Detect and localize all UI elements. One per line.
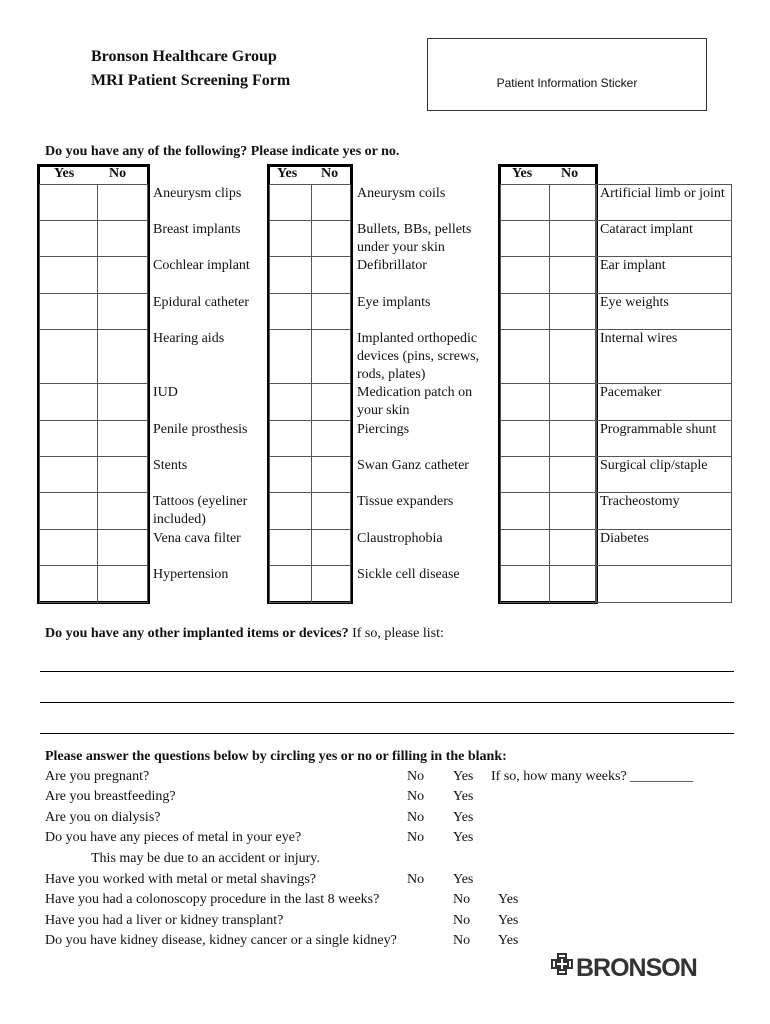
answer-yes[interactable]: Yes	[498, 892, 519, 907]
item-label-cell	[596, 565, 732, 603]
yes-checkbox[interactable]	[39, 456, 98, 493]
checklist-item: Surgical clip/staple	[600, 458, 708, 473]
checklist-item: Stents	[153, 458, 188, 473]
no-checkbox[interactable]	[97, 565, 148, 603]
yes-checkbox[interactable]	[269, 420, 312, 457]
form-title: MRI Patient Screening Form	[91, 72, 291, 89]
no-checkbox[interactable]	[97, 184, 148, 221]
no-checkbox[interactable]	[549, 565, 596, 603]
question-text: Do you have kidney disease, kidney cancer or a single kidney?	[45, 933, 397, 948]
no-checkbox[interactable]	[97, 329, 148, 384]
yes-checkbox[interactable]	[39, 329, 98, 384]
answer-yes[interactable]: Yes	[453, 830, 474, 845]
no-checkbox[interactable]	[311, 383, 351, 421]
no-checkbox[interactable]	[549, 383, 596, 421]
yes-checkbox[interactable]	[269, 293, 312, 330]
no-checkbox[interactable]	[97, 529, 148, 566]
checklist-item: Penile prosthesis	[153, 422, 248, 437]
checklist-item: Hearing aids	[153, 331, 225, 346]
no-checkbox[interactable]	[549, 256, 596, 294]
answer-yes[interactable]: Yes	[498, 933, 519, 948]
no-checkbox[interactable]	[549, 492, 596, 530]
no-checkbox[interactable]	[97, 220, 148, 257]
no-checkbox[interactable]	[311, 293, 351, 330]
checklist-item: Defibrillator	[357, 258, 427, 273]
answer-no[interactable]: No	[453, 933, 471, 948]
yes-column-header: Yes	[54, 166, 75, 181]
yes-checkbox[interactable]	[269, 329, 312, 384]
yes-checkbox[interactable]	[500, 565, 550, 603]
answer-yes[interactable]: Yes	[453, 810, 474, 825]
checklist-item: Sickle cell disease	[357, 567, 460, 582]
no-checkbox[interactable]	[549, 220, 596, 257]
answer-yes[interactable]: Yes	[498, 913, 519, 928]
checklist-item: Piercings	[357, 422, 410, 437]
yes-checkbox[interactable]	[39, 293, 98, 330]
no-checkbox[interactable]	[311, 220, 351, 257]
checklist-item: Eye weights	[600, 295, 669, 310]
checklist-item: Swan Ganz catheter	[357, 458, 469, 473]
no-checkbox[interactable]	[549, 420, 596, 457]
yes-checkbox[interactable]	[269, 492, 312, 530]
bronson-logo	[546, 948, 726, 984]
yes-column-header: Yes	[512, 166, 533, 181]
question-text: Are you on dialysis?	[45, 810, 161, 825]
yes-checkbox[interactable]	[500, 220, 550, 257]
other-implants-prompt	[45, 626, 444, 642]
yes-column-header: Yes	[277, 166, 298, 181]
no-checkbox[interactable]	[311, 420, 351, 457]
no-checkbox[interactable]	[549, 184, 596, 221]
answer-no[interactable]: No	[407, 830, 425, 845]
checklist-item: Vena cava filter	[153, 531, 241, 546]
question-text: Have you had a colonoscopy procedure in the last 8 weeks?	[45, 892, 380, 907]
no-column-header: No	[321, 166, 339, 181]
checklist-item: Artificial limb or joint	[600, 186, 725, 201]
no-checkbox[interactable]	[97, 420, 148, 457]
yes-checkbox[interactable]	[269, 220, 312, 257]
yes-checkbox[interactable]	[39, 383, 98, 421]
logo-text: BRONSON	[576, 954, 697, 982]
sticker-label: Patient Information Sticker	[496, 76, 638, 90]
no-checkbox[interactable]	[549, 329, 596, 384]
yes-checkbox[interactable]	[500, 383, 550, 421]
no-checkbox[interactable]	[97, 492, 148, 530]
answer-yes[interactable]: Yes	[453, 769, 474, 784]
yes-checkbox[interactable]	[39, 256, 98, 294]
yes-checkbox[interactable]	[39, 220, 98, 257]
checklist-item: Aneurysm clips	[153, 186, 242, 201]
patient-sticker-area	[427, 38, 707, 111]
yes-checkbox[interactable]	[269, 565, 312, 603]
no-checkbox[interactable]	[311, 492, 351, 530]
yes-checkbox[interactable]	[500, 329, 550, 384]
question-text: Have you had a liver or kidney transplant?	[45, 913, 284, 928]
no-checkbox[interactable]	[311, 456, 351, 493]
yes-checkbox[interactable]	[39, 565, 98, 603]
yes-checkbox[interactable]	[500, 420, 550, 457]
question-note: This may be due to an accident or injury.	[91, 851, 320, 866]
yes-checkbox[interactable]	[269, 184, 312, 221]
checklist-item: Internal wires	[600, 331, 678, 346]
checklist-item: Programmable shunt	[600, 422, 717, 437]
no-checkbox[interactable]	[97, 293, 148, 330]
answer-yes[interactable]: Yes	[453, 789, 474, 804]
answer-no[interactable]: No	[407, 810, 425, 825]
checklist-item: Tissue expanders	[357, 494, 454, 509]
yes-checkbox[interactable]	[39, 420, 98, 457]
yes-checkbox[interactable]	[269, 256, 312, 294]
checklist-item: Bullets, BBs, pellets under your skin	[357, 222, 472, 255]
checklist-item: IUD	[153, 385, 178, 400]
no-column-header: No	[109, 166, 127, 181]
no-checkbox[interactable]	[311, 529, 351, 566]
question-text: Are you pregnant?	[45, 769, 150, 784]
answer-no[interactable]: No	[453, 913, 471, 928]
checklist-item: Eye implants	[357, 295, 431, 310]
answer-line[interactable]	[40, 671, 734, 672]
checklist-item: Hypertension	[153, 567, 229, 582]
no-checkbox[interactable]	[311, 184, 351, 221]
answer-no[interactable]: No	[407, 872, 425, 887]
answer-line[interactable]	[40, 702, 734, 703]
no-checkbox[interactable]	[549, 529, 596, 566]
checklist-item: Claustrophobia	[357, 531, 443, 546]
question-text: Do you have any pieces of metal in your eye?	[45, 830, 302, 845]
answer-line[interactable]	[40, 733, 734, 734]
checklist-item: Epidural catheter	[153, 295, 250, 310]
yes-checkbox[interactable]	[500, 256, 550, 294]
checklist-item: Aneurysm coils	[357, 186, 446, 201]
question-text: Are you breastfeeding?	[45, 789, 176, 804]
yes-checkbox[interactable]	[39, 529, 98, 566]
yes-checkbox[interactable]	[500, 184, 550, 221]
yes-checkbox[interactable]	[39, 184, 98, 221]
other-implants-question: Do you have any other implanted items or devices?	[45, 626, 349, 641]
answer-no[interactable]: No	[407, 789, 425, 804]
question-text: Have you worked with metal or metal shavings?	[45, 872, 316, 887]
yes-checkbox[interactable]	[39, 492, 98, 530]
checklist-item: Breast implants	[153, 222, 241, 237]
checklist-item: Cataract implant	[600, 222, 693, 237]
yes-checkbox[interactable]	[500, 529, 550, 566]
org-name: Bronson Healthcare Group	[91, 48, 277, 65]
checklist-item: Medication patch on your skin	[357, 385, 473, 418]
section1-prompt: Do you have any of the following? Please indicate yes or no.	[45, 144, 400, 159]
answer-no[interactable]: No	[407, 769, 425, 784]
checklist-item: Tracheostomy	[600, 494, 680, 509]
yes-checkbox[interactable]	[269, 529, 312, 566]
checklist-item: Ear implant	[600, 258, 666, 273]
no-checkbox[interactable]	[549, 456, 596, 493]
yes-checkbox[interactable]	[500, 456, 550, 493]
no-checkbox[interactable]	[97, 383, 148, 421]
no-column-header: No	[561, 166, 579, 181]
yes-checkbox[interactable]	[269, 383, 312, 421]
no-checkbox[interactable]	[311, 329, 351, 384]
answer-no[interactable]: No	[453, 892, 471, 907]
checklist-item: Implanted orthopedic devices (pins, screws, rods, plates)	[357, 331, 480, 382]
no-checkbox[interactable]	[97, 456, 148, 493]
yes-checkbox[interactable]	[269, 456, 312, 493]
section3-prompt: Please answer the questions below by circling yes or no or filling in the blank:	[45, 749, 507, 764]
no-checkbox[interactable]	[311, 256, 351, 294]
answer-yes[interactable]: Yes	[453, 872, 474, 887]
weeks-blank[interactable]: If so, how many weeks? _________	[491, 769, 694, 784]
no-checkbox[interactable]	[549, 293, 596, 330]
no-checkbox[interactable]	[311, 565, 351, 603]
yes-checkbox[interactable]	[500, 293, 550, 330]
no-checkbox[interactable]	[97, 256, 148, 294]
yes-checkbox[interactable]	[500, 492, 550, 530]
checklist-item: Diabetes	[600, 531, 649, 546]
other-implants-instruction: If so, please list:	[352, 626, 444, 641]
checklist-item: Pacemaker	[600, 385, 662, 400]
checklist-item: Tattoos (eyeliner included)	[153, 494, 248, 527]
checklist-item: Cochlear implant	[153, 258, 250, 273]
